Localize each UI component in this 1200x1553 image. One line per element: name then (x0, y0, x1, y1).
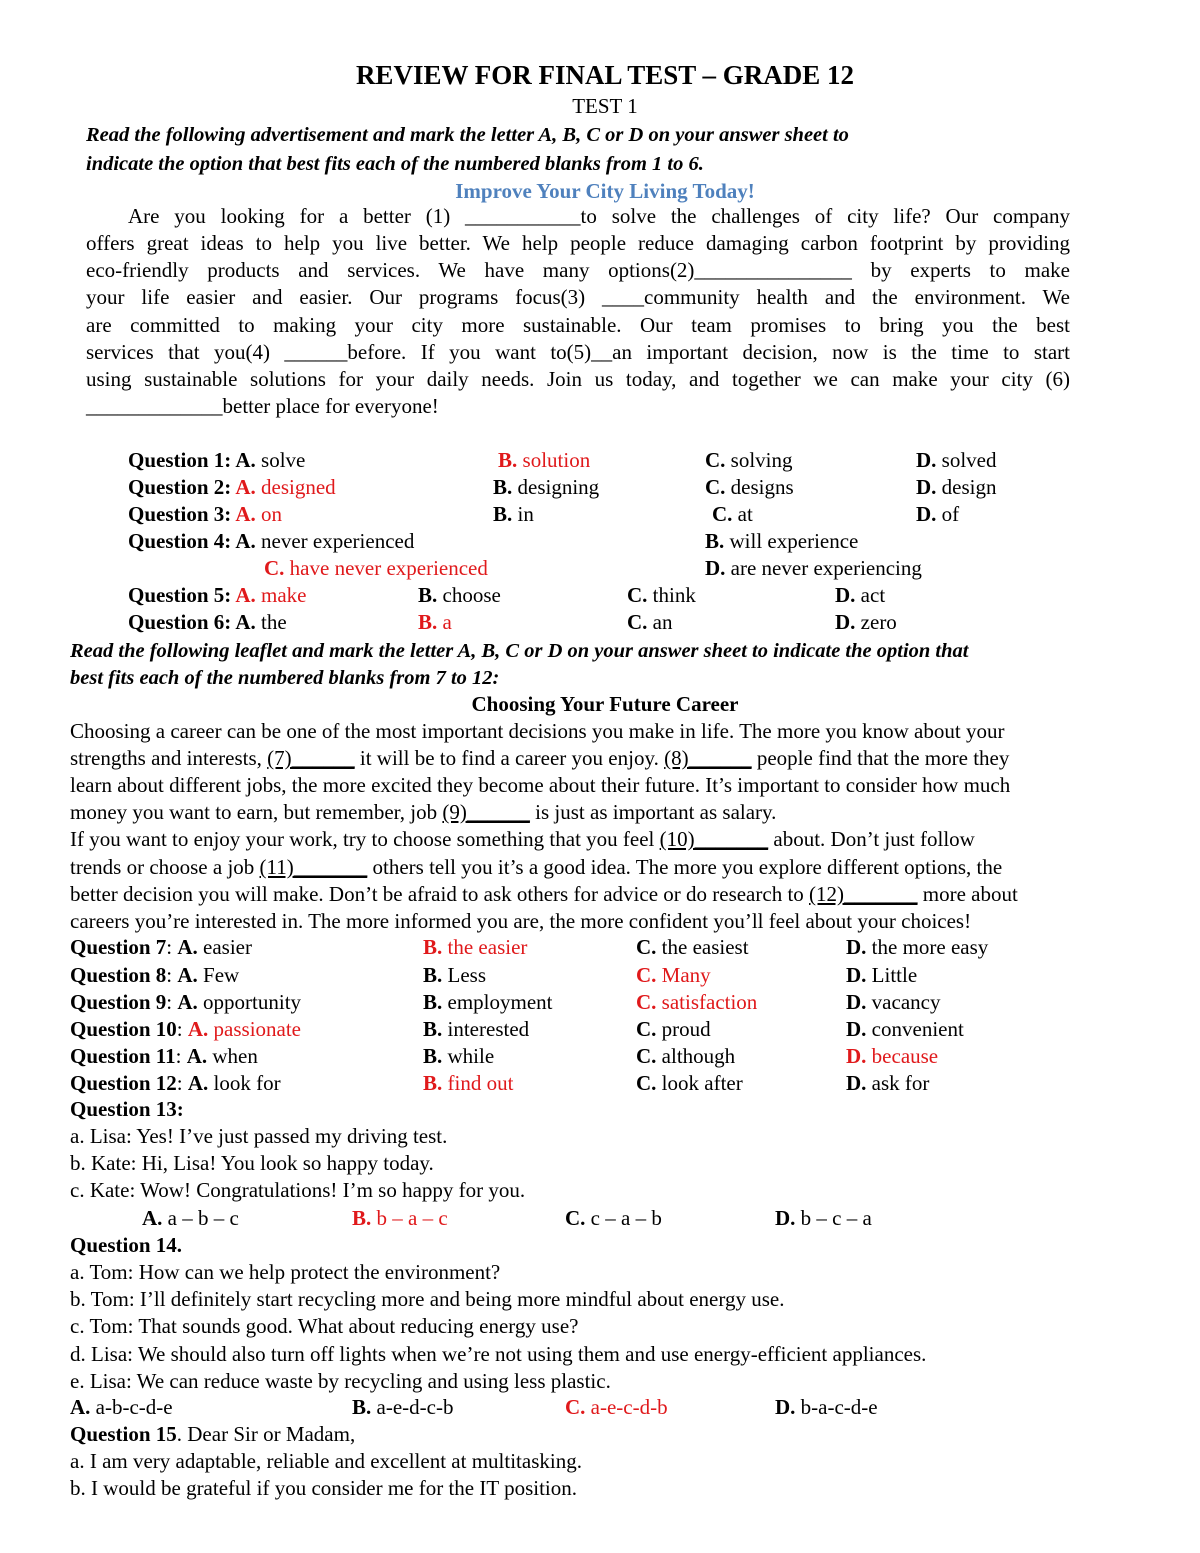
question-9-option-c (636, 990, 757, 1014)
question-5-option-letter: B. (418, 583, 438, 607)
question-4-option-c (264, 556, 488, 580)
question-9-option-text: vacancy (866, 990, 941, 1014)
question-12-option-text: ask for (866, 1071, 930, 1095)
advertisement-heading: Improve Your City Living Today! (455, 179, 755, 203)
part1-instruction-line1: Read the following advertisement and mark the letter A, B, C or D on your answer sheet to (86, 124, 849, 146)
question-1-option-letter: D. (916, 448, 937, 472)
question-5-option-letter: C. (627, 583, 648, 607)
question-12-option-text: look for (208, 1071, 281, 1095)
question-4-option-letter: B. (705, 529, 725, 553)
question-2-option-letter: A. (235, 475, 256, 499)
question-9-option-letter: B. (423, 990, 443, 1014)
question-10-row: Question 10: A. passionate (70, 1017, 302, 1041)
question-9-option-letter: D. (846, 990, 867, 1014)
question-14-option-text: b-a-c-d-e (795, 1395, 878, 1419)
question-14-option-a (70, 1395, 173, 1419)
question-5-row (128, 585, 307, 606)
question-3-option-letter: D. (916, 502, 937, 526)
question-12-option-text: look after (656, 1071, 743, 1095)
question-8-option-a (177, 963, 239, 987)
question-1-option-a (235, 448, 305, 472)
question-5-option-text: think (647, 583, 696, 607)
question-11-option-text: while (442, 1044, 495, 1068)
question-7-label: Question 7 (70, 935, 167, 959)
question-2-option-letter: D. (916, 475, 937, 499)
question-2-option-letter: B. (493, 475, 513, 499)
question-4-row (128, 531, 414, 552)
question-1-option-text: solution (517, 448, 591, 472)
question-2-option-d (916, 475, 997, 499)
question-8-option-text: Many (656, 963, 711, 987)
question-3-option-text: on (255, 502, 283, 526)
question-12-label: Question 12 (70, 1071, 177, 1095)
leaflet-line: Choosing a career can be one of the most important decisions you make in life. The more you know about your (70, 719, 1005, 743)
question-11-option-text: when (207, 1044, 258, 1068)
question-14-option-letter: D. (775, 1395, 796, 1419)
passage-line: offers great ideas to help you live better. We help people reduce damaging carbon footprint by providing (86, 233, 1070, 255)
question-4-option-text: have never experienced (284, 556, 488, 580)
question-13-option-text: c – a – b (585, 1206, 662, 1230)
passage-line: _____________better place for everyone! (86, 394, 439, 418)
dialogue-line: d. Lisa: We should also turn off lights when we’re not using them and use energy-efficient appliances. (70, 1341, 927, 1366)
question-12-option-a (188, 1071, 281, 1095)
question-7-option-d (846, 935, 988, 959)
passage-line: eco-friendly products and services. We have many options(2)_______________ by experts to make (86, 260, 1070, 282)
question-3-label: Question 3: (128, 502, 236, 526)
question-10-option-text: passionate (208, 1017, 302, 1041)
question-5-option-text: act (855, 583, 886, 607)
question-9-option-letter: C. (636, 990, 657, 1014)
question-9-option-letter: A. (177, 990, 198, 1014)
question-12-option-letter: C. (636, 1071, 657, 1095)
question-4-option-text: never experienced (255, 529, 415, 553)
question-10-option-a (188, 1017, 301, 1041)
question-14-option-text: a-e-d-c-b (371, 1395, 454, 1419)
question-11-option-letter: A. (186, 1044, 208, 1068)
question-13-option-text: b – a – c (371, 1206, 448, 1230)
question-6-option-c (627, 610, 673, 634)
question-12-option-d (846, 1071, 929, 1095)
question-9-option-text: opportunity (197, 990, 302, 1014)
question-3-option-c (712, 502, 753, 526)
question-1-option-c (705, 448, 793, 472)
question-2-row (128, 477, 336, 498)
blank-number: (10)_______ (659, 827, 769, 851)
question-9-option-a (177, 990, 301, 1014)
question-9-row: Question 9: A. opportunity (70, 990, 302, 1014)
passage-line: your life easier and easier. Our programs focus(3) ____community health and the environment. We (86, 287, 1070, 309)
question-3-option-text: in (512, 502, 534, 526)
question-12-option-letter: A. (187, 1071, 209, 1095)
question-12-option-b (423, 1071, 513, 1095)
question-8-option-b (423, 963, 486, 987)
question-1-option-letter: A. (235, 448, 256, 472)
dialogue-line: a. Lisa: Yes! I’ve just passed my driving test. (70, 1124, 448, 1148)
passage-line: are committed to making your city more sustainable. Our team promises to bring you the best (86, 315, 1070, 337)
question-10-option-text: convenient (866, 1017, 964, 1041)
question-14-option-c (565, 1395, 668, 1419)
question-1-row (128, 450, 305, 471)
question-6-option-text: an (647, 610, 673, 634)
question-13-option-c (565, 1206, 662, 1230)
question-12-option-c (636, 1071, 743, 1095)
question-3-option-text: of (936, 502, 960, 526)
question-5-option-text: choose (437, 583, 501, 607)
question-3-option-b (493, 502, 534, 526)
question-15-label: Question 15. Dear Sir or Madam, (70, 1422, 356, 1446)
question-3-option-text: at (732, 502, 753, 526)
dialogue-line: b. Tom: I’ll definitely start recycling more and being more mindful about energy use. (70, 1287, 785, 1312)
part2-instruction-line2: best fits each of the numbered blanks from 7 to 12: (70, 667, 500, 689)
question-7-option-a (177, 935, 252, 959)
question-1-option-letter: B. (498, 448, 518, 472)
question-6-row (128, 612, 287, 633)
question-6-label: Question 6: (128, 610, 236, 634)
question-9-option-b (423, 990, 553, 1014)
question-13-label: Question 13: (70, 1097, 184, 1121)
question-11-option-letter: D. (846, 1044, 867, 1068)
leaflet-line: strengths and interests, (7)______ it will be to find a career you enjoy. (8)______ people find that the more they (70, 746, 1010, 770)
question-11-option-c (636, 1044, 735, 1068)
leaflet-line: If you want to enjoy your work, try to choose something that you feel (10)_______ about. Don’t just follow (70, 827, 975, 851)
question-4-option-b (705, 529, 858, 553)
dialogue-line: a. Tom: How can we help protect the environment? (70, 1260, 501, 1284)
blank-number: (11)_______ (259, 855, 368, 879)
question-3-row (128, 504, 282, 525)
question-14-option-text: a-b-c-d-e (90, 1395, 173, 1419)
question-1-option-letter: C. (705, 448, 726, 472)
question-6-option-letter: A. (235, 610, 256, 634)
question-5-option-letter: A. (235, 583, 256, 607)
question-13-option-letter: C. (565, 1206, 586, 1230)
question-4-option-letter: C. (264, 556, 285, 580)
passage-line: services that you(4) ______before. If you want to(5)__an important decision, now is the time to start (86, 342, 1070, 364)
question-2-option-letter: C. (705, 475, 726, 499)
part2-instruction-line1: Read the following leaflet and mark the letter A, B, C or D on your answer sheet to indicate the option that (70, 640, 969, 662)
question-11-option-b (423, 1044, 494, 1068)
question-7-option-text: the easiest (656, 935, 749, 959)
question-8-option-text: Few (197, 963, 240, 987)
question-10-option-d (846, 1017, 964, 1041)
leaflet-line: money you want to earn, but remember, job (9)______ is just as important as salary. (70, 800, 777, 824)
question-9-label: Question 9 (70, 990, 167, 1014)
leaflet-line: learn about different jobs, the more excited they become about their future. It’s important to consider how much (70, 773, 1011, 797)
question-11-option-text: because (866, 1044, 939, 1068)
question-3-option-letter: B. (493, 502, 513, 526)
question-6-option-text: the (255, 610, 287, 634)
question-8-option-text: Less (442, 963, 487, 987)
leaflet-heading: Choosing Your Future Career (471, 692, 739, 716)
part1-instruction-line2: indicate the option that best fits each of the numbered blanks from 1 to 6. (86, 153, 704, 175)
question-4-option-d (705, 556, 922, 580)
question-4-option-letter: D. (705, 556, 726, 580)
question-10-option-c (636, 1017, 711, 1041)
question-13-option-text: b – c – a (795, 1206, 872, 1230)
question-14-option-letter: B. (352, 1395, 372, 1419)
question-11-option-a (187, 1044, 258, 1068)
question-8-option-letter: C. (636, 963, 657, 987)
question-6-option-a (235, 610, 286, 634)
question-4-option-a (235, 529, 414, 553)
dialogue-line: c. Kate: Wow! Congratulations! I’m so happy for you. (70, 1178, 526, 1202)
question-12-option-text: find out (442, 1071, 514, 1095)
question-2-option-text: designed (255, 475, 336, 499)
question-1-option-text: solve (255, 448, 306, 472)
question-9-option-text: employment (442, 990, 553, 1014)
question-4-label: Question 4: (128, 529, 236, 553)
question-10-option-letter: B. (423, 1017, 443, 1041)
question-8-option-letter: D. (846, 963, 867, 987)
question-4-option-text: will experience (724, 529, 859, 553)
dialogue-line: e. Lisa: We can reduce waste by recycling and using less plastic. (70, 1368, 611, 1393)
dialogue-line: a. I am very adaptable, reliable and excellent at multitasking. (70, 1449, 582, 1473)
question-1-option-text: solved (936, 448, 997, 472)
question-14-label: Question 14. (70, 1233, 183, 1257)
question-12-option-letter: D. (846, 1071, 867, 1095)
leaflet-line: careers you’re interested in. The more informed you are, the more confident you’ll feel about your choices! (70, 909, 972, 933)
question-14-option-d (775, 1395, 878, 1419)
blank-number: (9)______ (442, 800, 530, 824)
question-13-option-a (142, 1206, 239, 1230)
question-7-option-letter: A. (177, 935, 198, 959)
blank-number: (7)______ (267, 746, 355, 770)
question-1-label: Question 1: (128, 448, 236, 472)
leaflet-line: trends or choose a job (11)_______ others tell you it’s a good idea. The more you explore different options, the (70, 855, 1003, 879)
leaflet-line: better decision you will make. Don’t be afraid to ask others for advice or do research to (12)_______ more about (70, 882, 1018, 906)
question-7-option-text: the easier (442, 935, 528, 959)
question-7-option-c (636, 935, 749, 959)
question-11-option-d (846, 1044, 938, 1068)
question-12-row: Question 12: A. look for (70, 1071, 281, 1095)
question-2-option-text: designs (725, 475, 794, 499)
question-5-option-c (627, 583, 696, 607)
question-12-option-letter: B. (423, 1071, 443, 1095)
passage-line: Are you looking for a better (1) ___________to solve the challenges of city life? Our company (128, 206, 1070, 228)
question-6-option-text: zero (855, 610, 897, 634)
blank-number: (8)______ (664, 746, 752, 770)
question-9-option-d (846, 990, 940, 1014)
question-8-row: Question 8: A. Few (70, 963, 240, 987)
question-6-option-text: a (437, 610, 452, 634)
question-6-option-b (418, 610, 452, 634)
question-2-option-text: designing (512, 475, 600, 499)
question-11-label: Question 11 (70, 1044, 176, 1068)
question-7-option-b (423, 935, 527, 959)
question-5-option-letter: D. (835, 583, 856, 607)
question-7-option-letter: C. (636, 935, 657, 959)
question-2-option-b (493, 475, 599, 499)
question-3-option-letter: C. (712, 502, 733, 526)
question-5-option-d (835, 583, 885, 607)
passage-line: using sustainable solutions for your daily needs. Join us today, and together we can make your city (6) (86, 369, 1070, 391)
question-10-option-letter: C. (636, 1017, 657, 1041)
question-8-option-c (636, 963, 711, 987)
question-5-option-b (418, 583, 501, 607)
question-10-option-text: proud (656, 1017, 711, 1041)
question-7-option-letter: B. (423, 935, 443, 959)
question-6-option-letter: C. (627, 610, 648, 634)
question-10-option-text: interested (442, 1017, 530, 1041)
question-3-option-letter: A. (235, 502, 256, 526)
question-6-option-letter: D. (835, 610, 856, 634)
question-7-option-text: the more easy (866, 935, 989, 959)
question-2-option-c (705, 475, 794, 499)
question-2-option-a (235, 475, 335, 499)
question-5-option-a (235, 583, 306, 607)
question-1-option-text: solving (725, 448, 793, 472)
question-14-option-b (352, 1395, 453, 1419)
question-11-option-letter: C. (636, 1044, 657, 1068)
dialogue-line: b. Kate: Hi, Lisa! You look so happy today. (70, 1151, 434, 1175)
question-1-option-d (916, 448, 997, 472)
question-8-option-letter: A. (177, 963, 198, 987)
question-8-option-d (846, 963, 917, 987)
question-14-option-letter: C. (565, 1395, 586, 1419)
question-9-option-text: satisfaction (656, 990, 758, 1014)
question-5-label: Question 5: (128, 583, 236, 607)
question-7-option-letter: D. (846, 935, 867, 959)
test-number: TEST 1 (572, 94, 638, 118)
dialogue-line: c. Tom: That sounds good. What about reducing energy use? (70, 1314, 579, 1339)
question-4-option-letter: A. (235, 529, 256, 553)
question-10-option-letter: D. (846, 1017, 867, 1041)
question-11-option-letter: B. (423, 1044, 443, 1068)
question-7-row: Question 7: A. easier (70, 935, 252, 959)
question-10-option-letter: A. (187, 1017, 209, 1041)
question-13-option-text: a – b – c (162, 1206, 239, 1230)
question-13-option-b (352, 1206, 448, 1230)
question-8-label: Question 8 (70, 963, 167, 987)
question-6-option-letter: B. (418, 610, 438, 634)
question-4-option-text: are never experiencing (725, 556, 922, 580)
question-8-option-text: Little (866, 963, 918, 987)
question-7-option-text: easier (197, 935, 252, 959)
question-13-option-d (775, 1206, 872, 1230)
question-10-option-b (423, 1017, 529, 1041)
blank-number: (12)_______ (809, 882, 918, 906)
question-13-option-letter: A. (142, 1206, 163, 1230)
question-11-row: Question 11: A. when (70, 1044, 258, 1068)
question-10-label: Question 10 (70, 1017, 177, 1041)
question-2-label: Question 2: (128, 475, 236, 499)
page-title: REVIEW FOR FINAL TEST – GRADE 12 (355, 60, 855, 90)
question-13-option-letter: B. (352, 1206, 372, 1230)
dialogue-line: b. I would be grateful if you consider me for the IT position. (70, 1476, 577, 1500)
question-2-option-text: design (936, 475, 997, 499)
question-13-option-letter: D. (775, 1206, 796, 1230)
question-14-option-letter: A. (70, 1395, 91, 1419)
question-3-option-d (916, 502, 959, 526)
question-5-option-text: make (255, 583, 307, 607)
question-8-option-letter: B. (423, 963, 443, 987)
question-1-option-b (498, 448, 590, 472)
question-3-option-a (235, 502, 282, 526)
question-6-option-d (835, 610, 897, 634)
question-11-option-text: although (656, 1044, 736, 1068)
question-14-option-text: a-e-c-d-b (585, 1395, 668, 1419)
